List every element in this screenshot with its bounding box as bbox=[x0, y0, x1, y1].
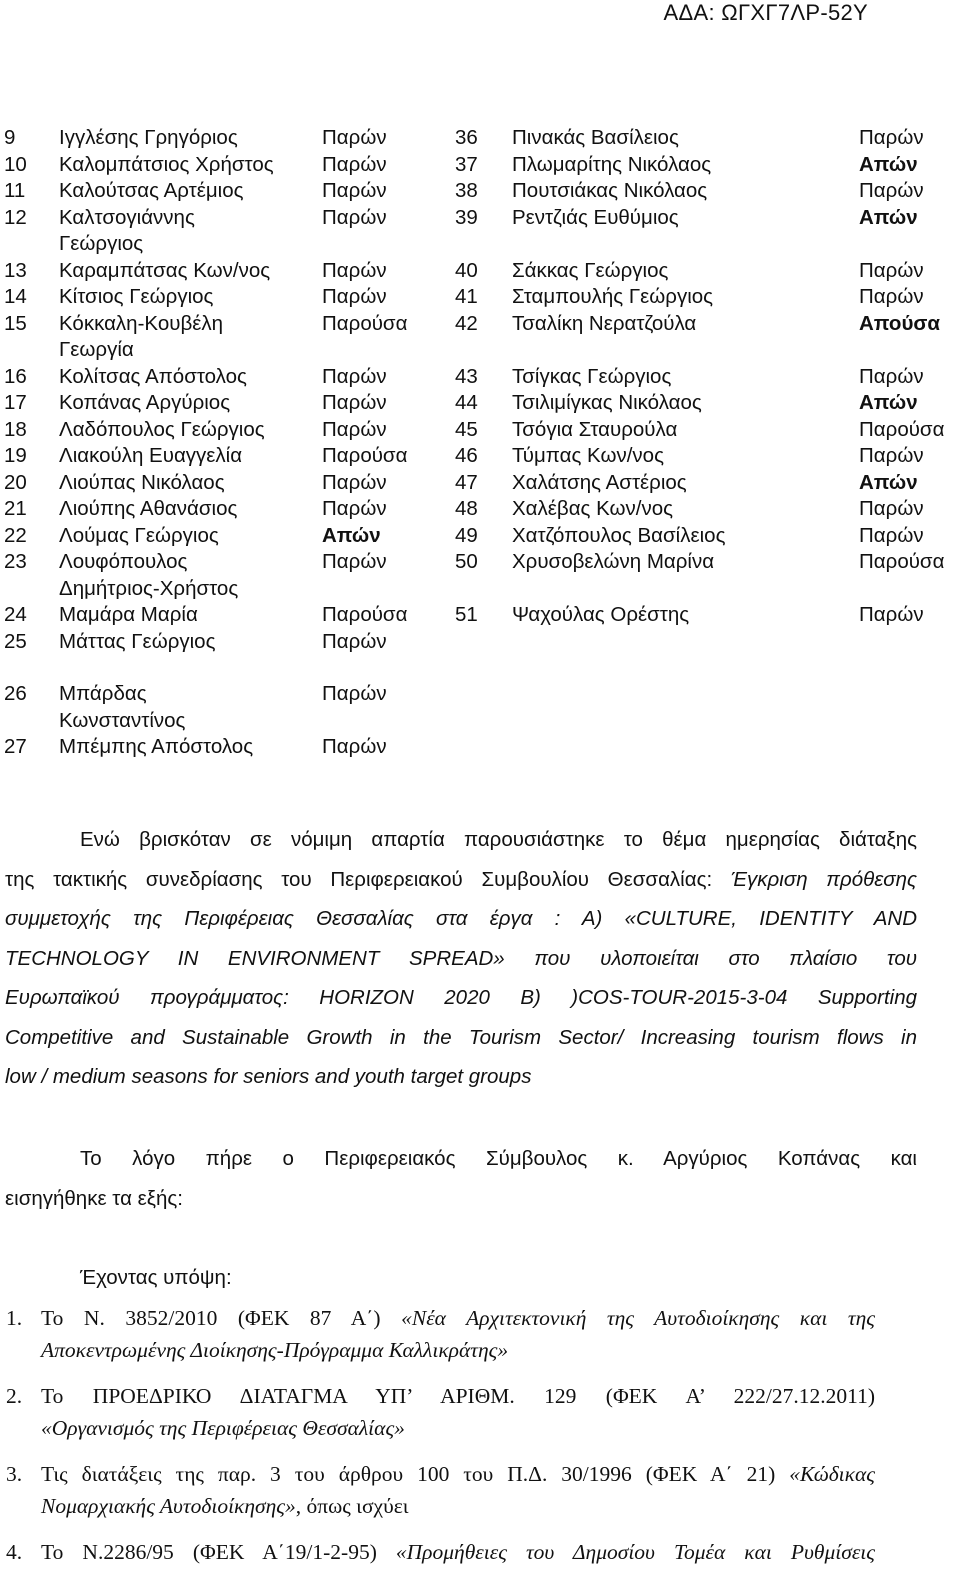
member-status: Απούσα bbox=[859, 311, 941, 335]
member-status: Παρών bbox=[322, 629, 387, 653]
member-status: Παρών bbox=[322, 205, 387, 229]
member-name: Καλομπάτσιος Χρήστος bbox=[59, 152, 274, 176]
member-number: 39 bbox=[455, 205, 478, 229]
member-row bbox=[0, 153, 960, 179]
law-number: 1. bbox=[6, 1306, 23, 1330]
speaker-line: εισηγήθηκε τα εξής: bbox=[5, 1186, 183, 1210]
speaker-line: Το λόγο πήρε ο Περιφερειακός Σύμβουλος κ. Αργύριος Κοπάνας και bbox=[80, 1147, 917, 1170]
intro-line: Ενώ βρισκόταν σε νόμιμη απαρτία παρουσιάστηκε το θέμα ημερησίας διάταξης bbox=[80, 828, 917, 851]
member-name: Ρεντζιάς Ευθύμιος bbox=[512, 205, 679, 229]
member-name-continued: Δημήτριος-Χρήστος bbox=[59, 576, 239, 600]
member-name: Πινακάς Βασίλειος bbox=[512, 126, 679, 149]
member-number: 25 bbox=[4, 629, 27, 653]
member-number: 24 bbox=[4, 603, 27, 626]
member-status: Παρούσα bbox=[322, 311, 408, 335]
member-number: 11 bbox=[4, 179, 26, 202]
member-row bbox=[0, 126, 960, 152]
member-number: 37 bbox=[455, 152, 478, 176]
member-status: Παρών bbox=[859, 603, 924, 626]
law-title: «Προμήθειες του Δημοσίου Τομέα και Ρυθμίσεις bbox=[395, 1540, 876, 1564]
member-status: Παρών bbox=[859, 258, 924, 282]
member-name: Χατζόπουλος Βασίλειος bbox=[512, 523, 726, 547]
intro-line bbox=[5, 860, 917, 900]
law-title: «Νέα Αρχιτεκτονική της Αυτοδιοίκησης και της bbox=[401, 1306, 875, 1330]
member-name: Καραμπάτσας Κων/νος bbox=[59, 258, 271, 282]
member-row bbox=[0, 603, 960, 629]
member-status: Παρών bbox=[322, 735, 387, 758]
member-name: Τσιλιμίγκας Νικόλαος bbox=[512, 391, 702, 414]
law-title: Αποκεντρωμένης Διοίκησης-Πρόγραμμα Καλλικράτης» bbox=[41, 1338, 509, 1362]
member-name: Λιακούλη Ευαγγελία bbox=[59, 444, 243, 467]
member-number: 20 bbox=[4, 470, 27, 494]
member-name: Μπάρδας bbox=[59, 682, 147, 705]
member-name: Κίτσιος Γεώργιος bbox=[59, 285, 214, 308]
member-name: Σταμπουλής Γεώργιος bbox=[512, 285, 714, 308]
member-name: Σάκκας Γεώργιος bbox=[512, 258, 669, 282]
intro-line: Ευρωπαϊκού προγράμματος: HORIZON 2020 B) )COS-TOUR-2015-3-04 Supporting bbox=[5, 986, 917, 1009]
member-status: Παρών bbox=[322, 179, 387, 202]
member-status: Παρών bbox=[859, 497, 924, 520]
law-title: «Οργανισμός της Περιφέρειας Θεσσαλίας» bbox=[41, 1416, 405, 1440]
member-number: 45 bbox=[455, 417, 478, 441]
member-name: Χρυσοβελώνη Μαρίνα bbox=[512, 550, 715, 573]
member-status: Παρούσα bbox=[322, 444, 408, 467]
member-name: Πλωμαρίτης Νικόλαος bbox=[512, 152, 712, 176]
member-status: Παρών bbox=[859, 444, 924, 467]
member-status: Απών bbox=[859, 205, 918, 229]
intro-line: TECHNOLOGY IN ENVIRONMENT SPREAD» που υλοποιείται στο πλαίσιο του bbox=[5, 946, 917, 970]
member-number: 42 bbox=[455, 311, 478, 335]
member-name: Λούμας Γεώργιος bbox=[59, 523, 219, 547]
member-number: 43 bbox=[455, 364, 478, 388]
member-row bbox=[0, 471, 960, 497]
law-text: Τις διατάξεις της παρ. 3 του άρθρου 100 του Π.Δ. 30/1996 (ΦΕΚ Α΄ 21) bbox=[41, 1462, 790, 1486]
member-name: Τσίγκας Γεώργιος bbox=[512, 364, 672, 388]
member-number: 21 bbox=[4, 497, 27, 520]
member-name: Λαδόπουλος Γεώργιος bbox=[59, 417, 265, 441]
member-name: Τσαλίκη Νερατζούλα bbox=[512, 311, 697, 335]
member-name-continued: Γεώργιος bbox=[59, 232, 144, 255]
member-status: Παρών bbox=[322, 126, 387, 149]
member-name: Μάττας Γεώργιος bbox=[59, 629, 216, 653]
member-status: Παρών bbox=[859, 179, 924, 202]
member-status: Παρών bbox=[322, 364, 387, 388]
member-name: Τύμπας Κων/νος bbox=[512, 444, 664, 467]
member-status: Παρών bbox=[322, 417, 387, 441]
member-status: Παρών bbox=[322, 152, 387, 176]
member-status: Παρών bbox=[322, 258, 387, 282]
member-name: Κόκκαλη-Κουβέλη bbox=[59, 311, 224, 335]
member-name: Τσόγια Σταυρούλα bbox=[512, 417, 678, 441]
member-name-continued: Γεωργία bbox=[59, 338, 134, 361]
member-name: Κολίτσας Απόστολος bbox=[59, 364, 247, 388]
member-status: Παρών bbox=[859, 364, 924, 388]
member-status: Απών bbox=[322, 523, 381, 547]
law-number: 4. bbox=[6, 1540, 23, 1564]
member-status: Παρών bbox=[322, 682, 387, 705]
member-name: Μπέμπης Απόστολος bbox=[59, 735, 254, 758]
member-number: 44 bbox=[455, 391, 478, 414]
member-name: Χαλάτσης Αστέριος bbox=[512, 470, 687, 494]
member-number: 36 bbox=[455, 126, 478, 149]
member-number: 46 bbox=[455, 444, 478, 467]
member-row bbox=[0, 179, 960, 205]
member-number: 19 bbox=[4, 444, 27, 467]
member-number: 16 bbox=[4, 364, 27, 388]
member-number: 26 bbox=[4, 682, 27, 705]
member-status: Παρών bbox=[859, 523, 924, 547]
intro-paragraph bbox=[5, 820, 917, 1097]
member-row bbox=[0, 444, 960, 470]
member-name: Πουτσιάκας Νικόλαος bbox=[512, 179, 708, 202]
member-row bbox=[0, 391, 960, 417]
member-status: Παρών bbox=[322, 391, 387, 414]
intro-line: low / medium seasons for seniors and youth target groups bbox=[5, 1065, 532, 1088]
member-number: 15 bbox=[4, 311, 27, 335]
member-status: Παρούσα bbox=[859, 417, 945, 441]
ada-code: ΑΔΑ: ΩΓΧΓ7ΛΡ-52Υ bbox=[663, 0, 868, 25]
member-status: Παρών bbox=[859, 126, 924, 149]
member-number: 10 bbox=[4, 152, 27, 176]
member-row bbox=[0, 206, 960, 232]
speaker-paragraph bbox=[5, 1139, 917, 1218]
law-text: Το ΠΡΟΕΔΡΙΚΟ ΔΙΑΤΑΓΜΑ ΥΠ’ ΑΡΙΘΜ. 129 (ΦΕΚ Α’ 222/27.12.2011) bbox=[41, 1384, 875, 1408]
intro-subject: Έγκριση πρόθεσης bbox=[730, 867, 917, 891]
intro-line: συμμετοχής της Περιφέρειας Θεσσαλίας στα έργα : Α) «CULTURE, IDENTITY AND bbox=[5, 907, 917, 930]
member-name: Καλτσογιάννης bbox=[59, 205, 195, 229]
member-name: Μαμάρα Μαρία bbox=[59, 603, 198, 626]
member-number: 51 bbox=[455, 603, 478, 626]
law-title: «Κώδικας bbox=[789, 1462, 875, 1486]
intro-text: της τακτικής συνεδρίασης του Περιφερειακού Συμβουλίου Θεσσαλίας: bbox=[5, 867, 731, 891]
member-status: Απών bbox=[859, 152, 918, 176]
member-number: 38 bbox=[455, 179, 478, 202]
member-status: Παρών bbox=[322, 285, 387, 308]
law-text: , όπως ισχύει bbox=[295, 1494, 409, 1518]
member-name: Λουφόπουλος bbox=[59, 550, 188, 573]
member-status: Απών bbox=[859, 391, 918, 414]
member-row bbox=[0, 550, 960, 576]
member-number: 48 bbox=[455, 497, 478, 520]
member-number: 9 bbox=[4, 126, 16, 149]
member-number: 17 bbox=[4, 391, 27, 414]
member-number: 18 bbox=[4, 417, 27, 441]
member-row bbox=[0, 418, 960, 444]
member-row bbox=[0, 259, 960, 285]
member-status: Παρών bbox=[322, 550, 387, 573]
member-row bbox=[0, 630, 440, 656]
member-number: 47 bbox=[455, 470, 478, 494]
member-name: Ιγγλέσης Γρηγόριος bbox=[59, 126, 238, 149]
intro-line: Competitive and Sustainable Growth in the Tourism Sector/ Increasing tourism flows in bbox=[5, 1025, 917, 1049]
member-row bbox=[0, 524, 960, 550]
member-row bbox=[0, 735, 440, 761]
member-number: 49 bbox=[455, 523, 478, 547]
law-text: Το Ν.2286/95 (ΦΕΚ Α΄19/1-2-95) bbox=[41, 1540, 396, 1564]
law-number: 3. bbox=[6, 1462, 23, 1486]
member-status: Παρούσα bbox=[322, 603, 408, 626]
member-number: 27 bbox=[4, 735, 27, 758]
member-row bbox=[0, 312, 960, 338]
member-name: Κοπάνας Αργύριος bbox=[59, 391, 231, 414]
member-row bbox=[0, 682, 440, 708]
member-status: Παρούσα bbox=[859, 550, 945, 573]
law-number: 2. bbox=[6, 1384, 23, 1408]
member-name: Ψαχούλας Ορέστης bbox=[512, 603, 690, 626]
member-number: 40 bbox=[455, 258, 478, 282]
member-name-continued: Κωνσταντίνος bbox=[59, 708, 186, 732]
considering-heading: Έχοντας υπόψη: bbox=[80, 1266, 232, 1289]
member-number: 13 bbox=[4, 258, 27, 282]
member-number: 41 bbox=[455, 285, 478, 308]
member-number: 22 bbox=[4, 523, 27, 547]
member-status: Παρών bbox=[322, 470, 387, 494]
member-number: 50 bbox=[455, 550, 478, 573]
member-number: 12 bbox=[4, 205, 27, 229]
member-name: Καλούτσας Αρτέμιος bbox=[59, 179, 244, 202]
member-row bbox=[0, 285, 960, 311]
member-name: Χαλέβας Κων/νος bbox=[512, 497, 674, 520]
member-number: 14 bbox=[4, 285, 27, 308]
member-row bbox=[0, 365, 960, 391]
member-name: Λιούπας Νικόλαος bbox=[59, 470, 225, 494]
member-status: Παρών bbox=[859, 285, 924, 308]
member-name: Λιούπης Αθανάσιος bbox=[59, 497, 238, 520]
member-status: Απών bbox=[859, 470, 918, 494]
law-text: Το Ν. 3852/2010 (ΦΕΚ 87 Α΄) bbox=[41, 1306, 402, 1330]
member-number: 23 bbox=[4, 550, 27, 573]
member-row bbox=[0, 497, 960, 523]
law-title: Νομαρχιακής Αυτοδιοίκησης» bbox=[41, 1494, 296, 1518]
member-status: Παρών bbox=[322, 497, 387, 520]
